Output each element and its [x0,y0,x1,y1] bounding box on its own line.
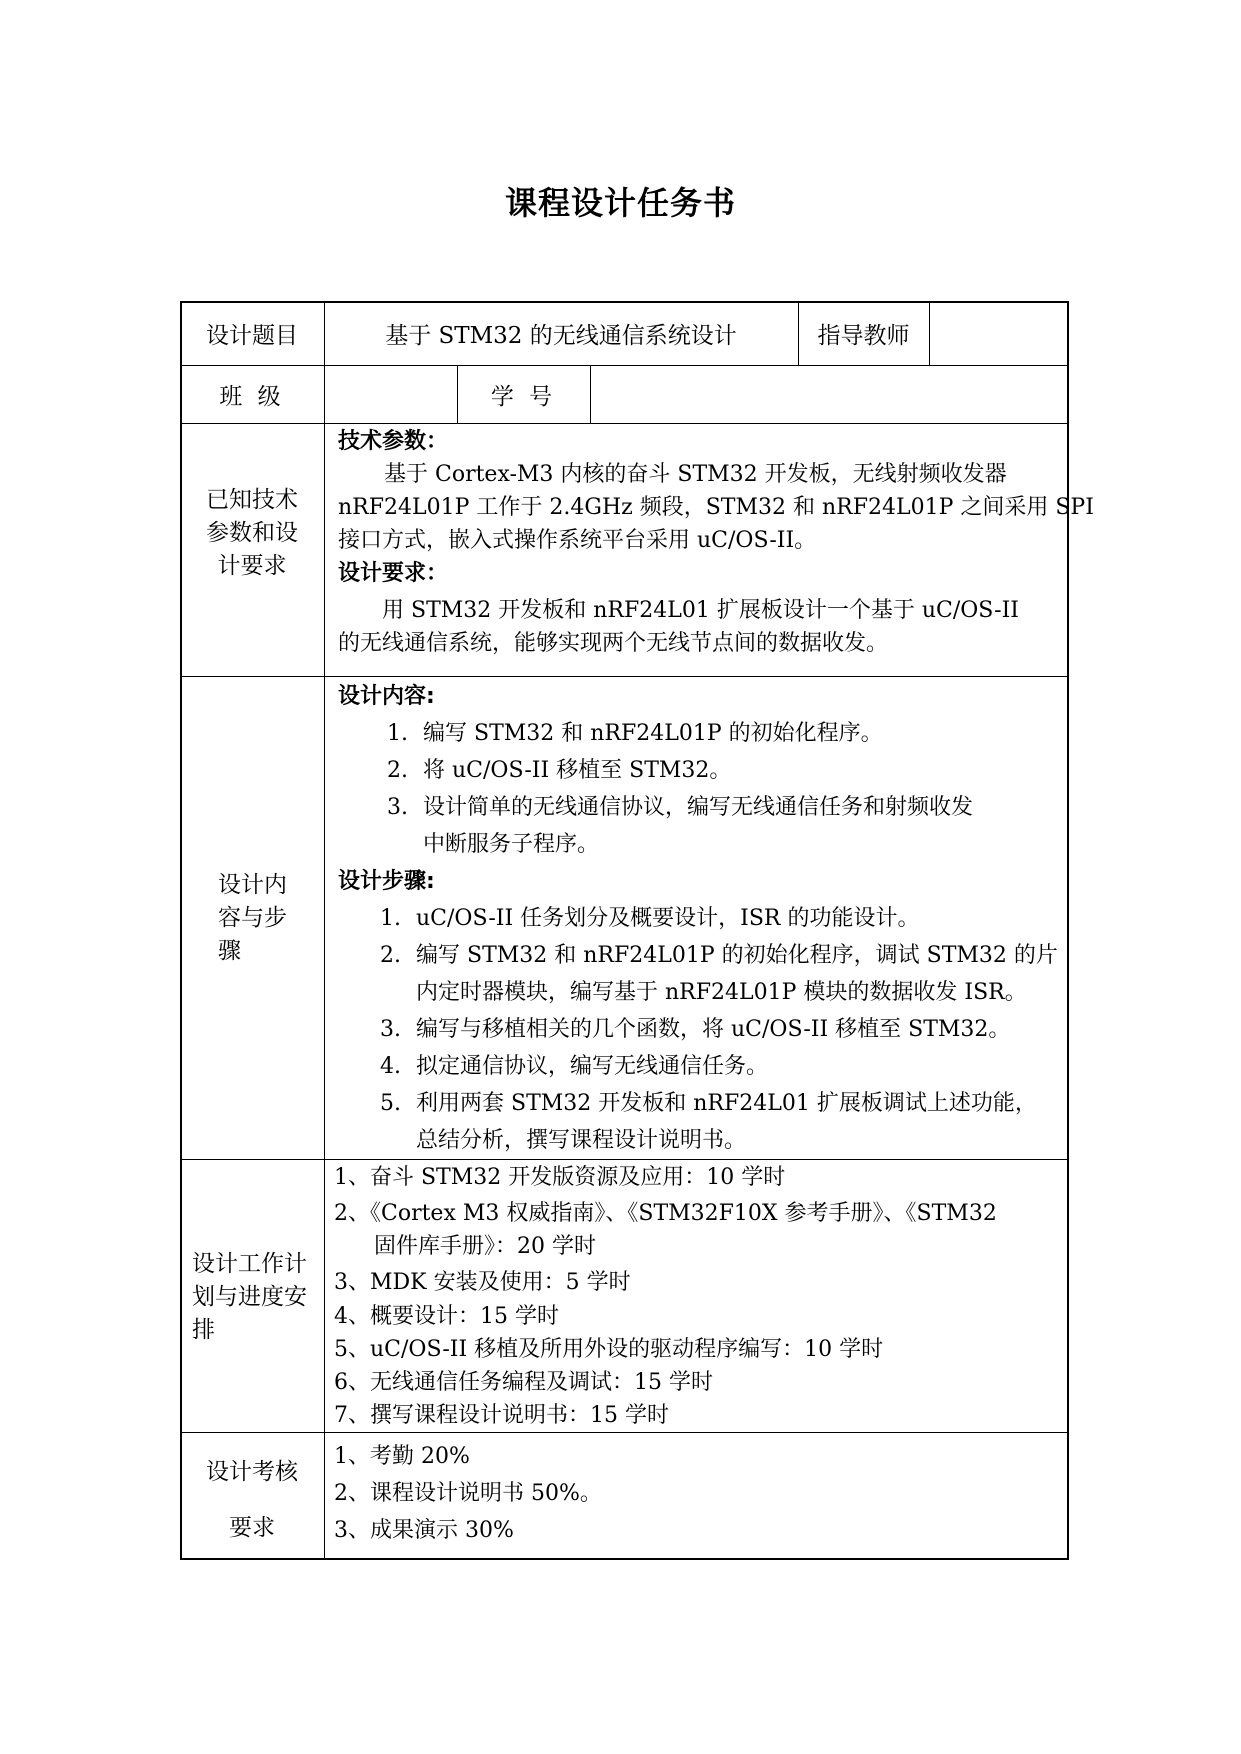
row-divider [180,676,1069,677]
student-id-label: 学 号 [490,383,557,410]
row-divider [180,423,1069,424]
tech-params-line: 接口方式，嵌入式操作系统平台采用 uC/OS-II。 [338,528,817,553]
requirements-label: 已知技术 参数和设 计要求 [206,487,298,579]
step-item-cont: 总结分析，撰写课程设计说明书。 [416,1128,747,1153]
tech-params-line: 基于 Cortex-M3 内核的奋斗 STM32 开发板，无线射频收发器 [384,462,1007,487]
row-divider [180,1432,1069,1433]
schedule-content [324,1161,1064,1432]
step-item-cont: 内定时器模块，编写基于 nRF24L01P 模块的数据收发 ISR。 [416,980,1027,1005]
topic-value: 基于 STM32 的无线通信系统设计 [385,322,737,349]
class-value [324,365,457,423]
step-item: 5. 利用两套 STM32 开发板和 nRF24L01 扩展板调试上述功能， [380,1091,1037,1116]
design-req-heading: 设计要求： [338,561,449,586]
teacher-value [929,301,1069,365]
schedule-item: 7、撰写课程设计说明书：15 学时 [334,1403,669,1428]
assessment-item: 1、考勤 20% [334,1444,470,1469]
tech-params-heading: 技术参数： [338,429,449,454]
class-label: 班 级 [219,383,285,410]
assessment-label: 设计考核 要求 [206,1459,298,1541]
content-item: 1. 编写 STM32 和 nRF24L01P 的初始化程序。 [387,721,883,746]
page-title: 课程设计任务书 [504,184,736,222]
design-req-line: 用 STM32 开发板和 nRF24L01 扩展板设计一个基于 uC/OS-II [382,598,1019,623]
assessment-item: 3、成果演示 30% [334,1518,514,1543]
step-item: 1. uC/OS-II 任务划分及概要设计，ISR 的功能设计。 [380,906,920,931]
requirements-content [324,425,1094,660]
row-divider [180,1159,1069,1160]
teacher-label: 指导教师 [817,322,910,349]
content-item: 2. 将 uC/OS-II 移植至 STM32。 [387,758,732,783]
design-req-line: 的无线通信系统，能够实现两个无线节点间的数据收发。 [338,631,889,656]
schedule-label: 设计工作计 划与进度安 排 [192,1251,307,1343]
content-item: 3. 设计简单的无线通信协议，编写无线通信任务和射频收发 [387,795,974,820]
design-content-heading: 设计内容: [338,684,435,709]
schedule-item: 2、《Cortex M3 权威指南》、《STM32F10X 参考手册》、《STM32 [334,1201,997,1226]
schedule-item: 6、无线通信任务编程及调试：15 学时 [334,1370,713,1395]
schedule-item: 5、uC/OS-II 移植及所用外设的驱动程序编写：10 学时 [334,1337,884,1362]
step-item: 2. 编写 STM32 和 nRF24L01P 的初始化程序，调试 STM32 的片 [380,943,1058,968]
schedule-item-cont: 固件库手册》：20 学时 [374,1234,596,1259]
assessment-item: 2、课程设计说明书 50%。 [334,1481,602,1506]
student-id-value [590,365,1069,423]
schedule-item: 1、奋斗 STM32 开发版资源及应用：10 学时 [334,1165,786,1190]
content-steps-label: 设计内 容与步 骤 [218,872,287,964]
topic-label: 设计题目 [206,322,298,349]
content-item-cont: 中断服务子程序。 [423,832,600,857]
schedule-item: 4、概要设计：15 学时 [334,1304,559,1329]
step-item: 4. 拟定通信协议，编写无线通信任务。 [380,1054,769,1079]
tech-params-line: nRF24L01P 工作于 2.4GHz 频段，STM32 和 nRF24L01P 之间采用 SPI [338,495,1094,520]
content-steps-content [324,678,1064,1159]
schedule-item: 3、MDK 安装及使用：5 学时 [334,1270,631,1295]
design-steps-heading: 设计步骤: [338,869,435,894]
assessment-content [324,1438,1064,1549]
step-item: 3. 编写与移植相关的几个函数，将 uC/OS-II 移植至 STM32。 [380,1017,1011,1042]
